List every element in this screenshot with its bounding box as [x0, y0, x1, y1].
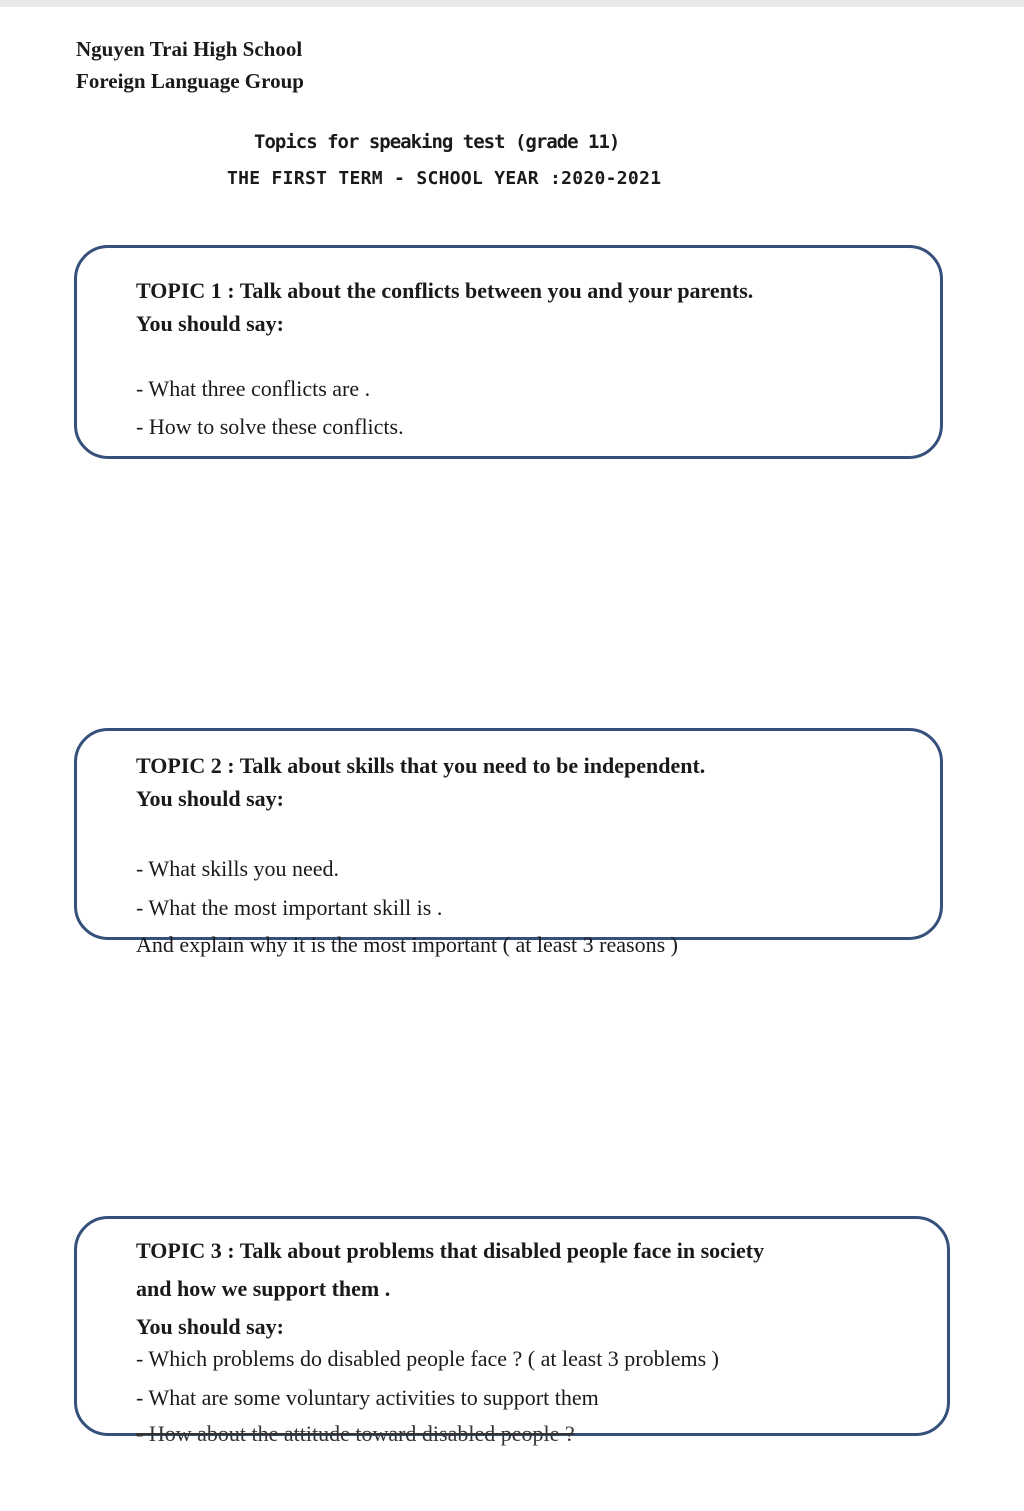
topic-1-point-2: - How to solve these conflicts. [136, 414, 404, 439]
topic-1-point-1: - What three conflicts are . [136, 376, 371, 401]
topic-2-heading: TOPIC 2 : Talk about skills that you need to be independent. [136, 753, 706, 778]
document-subtitle: THE FIRST TERM - SCHOOL YEAR :2020-2021 [227, 168, 662, 189]
school-header [76, 33, 304, 97]
topic-3-point-1: - Which problems do disabled people face ? ( at least 3 problems ) [136, 1346, 720, 1371]
topic-3-point-2: - What are some voluntary activities to support them [136, 1385, 599, 1410]
topic-3-point-3: - How about the attitude toward disabled people ? [136, 1421, 575, 1446]
group-name: Foreign Language Group [76, 69, 304, 93]
topic-2-extra-note: And explain why it is the most important ( at least 3 reasons ) [136, 932, 678, 957]
topic-2-point-1: - What skills you need. [136, 856, 340, 881]
topic-1-prompt: You should say: [136, 311, 284, 336]
topic-3-heading-line-2: and how we support them . [136, 1276, 391, 1301]
topic-2-point-2: - What the most important skill is . [136, 895, 443, 920]
top-edge-strip [0, 0, 1024, 7]
document-title: Topics for speaking test (grade 11) [254, 131, 620, 153]
topic-3-prompt: You should say: [136, 1314, 284, 1339]
topic-3-heading-line-1: TOPIC 3 : Talk about problems that disabled people face in society [136, 1238, 765, 1263]
school-name: Nguyen Trai High School [76, 37, 303, 61]
topic-1-heading: TOPIC 1 : Talk about the conflicts between you and your parents. [136, 278, 754, 303]
topic-2-prompt: You should say: [136, 786, 284, 811]
